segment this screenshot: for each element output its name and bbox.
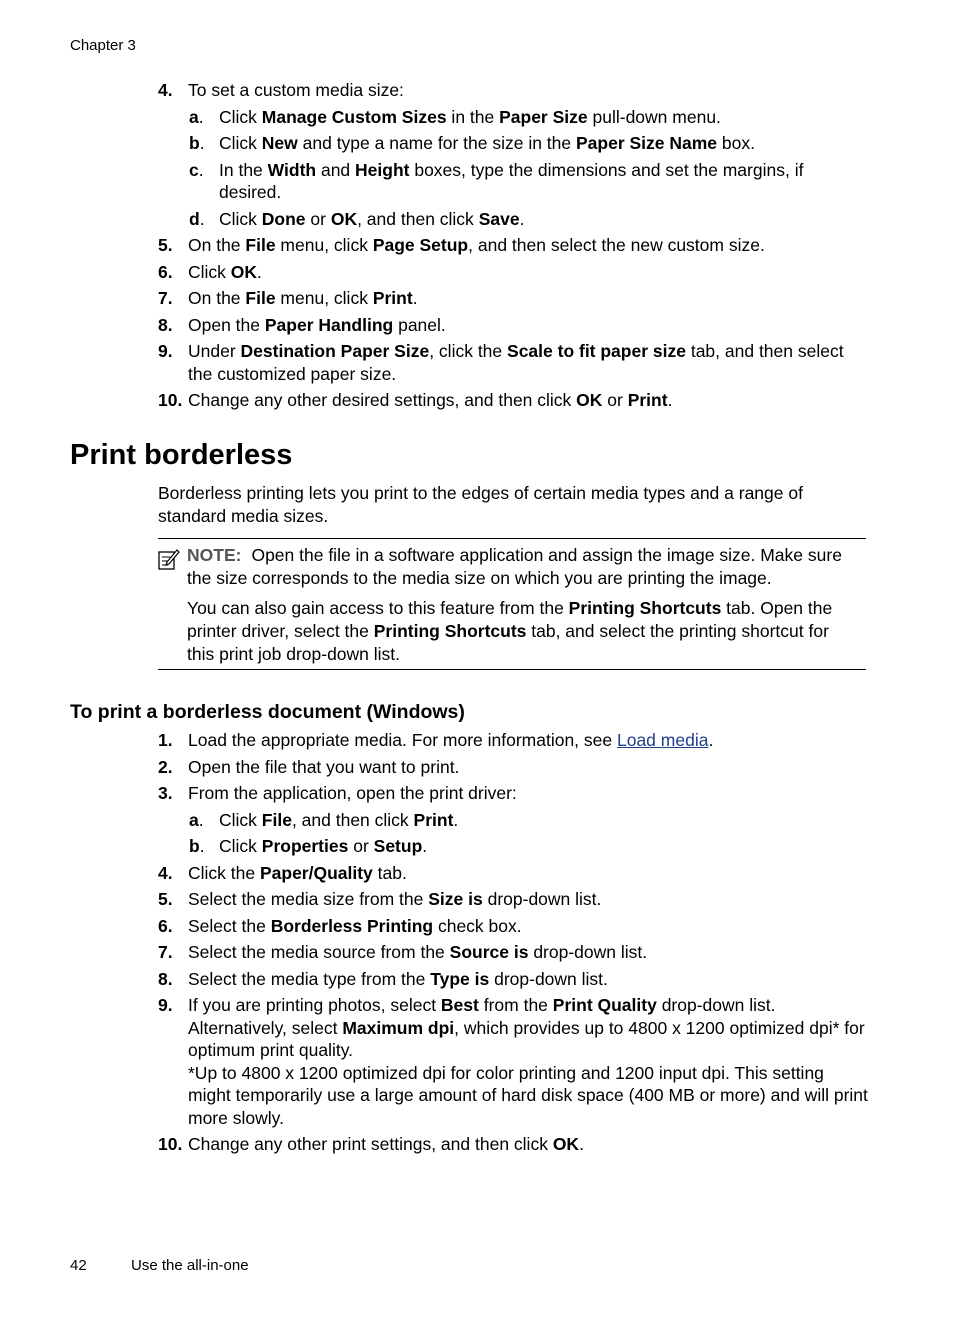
text-run: Click bbox=[219, 133, 262, 153]
text-run: tab, and then select the customized paper size. bbox=[188, 341, 844, 384]
text-run: Click the bbox=[188, 862, 260, 883]
text-run: pull-down menu. bbox=[587, 106, 721, 127]
substep-letter: d. bbox=[189, 208, 205, 229]
step-number: 8. bbox=[158, 968, 173, 989]
step-item bbox=[158, 1133, 868, 1156]
step-item bbox=[158, 79, 868, 102]
bold-term: Width bbox=[267, 159, 317, 180]
step-number: 5. bbox=[158, 889, 173, 909]
text-run: . bbox=[519, 208, 525, 229]
bold-term: Paper Handling bbox=[264, 314, 394, 335]
step-number: 10. bbox=[158, 390, 183, 410]
section-title: Print borderless bbox=[70, 439, 293, 471]
bold-term: Paper Size Name bbox=[576, 133, 718, 153]
text-run: drop-down list. bbox=[482, 889, 602, 909]
text-run: panel. bbox=[393, 314, 446, 335]
text-run: Select the media size from the bbox=[188, 889, 429, 909]
borderless-steps bbox=[158, 729, 868, 1160]
text-run: On the bbox=[188, 288, 246, 308]
text-run: Click bbox=[219, 809, 262, 830]
bold-term: Save bbox=[478, 208, 520, 229]
text-run: tab. bbox=[372, 862, 407, 883]
text-run: Click bbox=[219, 836, 262, 856]
subsection-title: To print a borderless document (Windows) bbox=[70, 701, 465, 723]
text-run: in the bbox=[446, 106, 500, 127]
text-run: drop-down list. bbox=[528, 942, 648, 962]
step-number: 4. bbox=[158, 80, 173, 100]
bold-term: Paper Size bbox=[499, 106, 588, 127]
substep-letter: b. bbox=[189, 133, 205, 153]
text-run: Click bbox=[219, 208, 262, 229]
text-run: Click bbox=[188, 261, 231, 282]
text-run: . bbox=[453, 809, 459, 830]
text-run: Change any other print settings, and then click bbox=[188, 1134, 553, 1154]
note-paragraph-1 bbox=[187, 544, 857, 590]
bold-term: File bbox=[261, 809, 292, 830]
text-run: Open the bbox=[188, 314, 265, 335]
note-text: Open the file in a software application and assign the image size. Make sure the size corresponds to the media size on which you are printing the image. bbox=[187, 545, 842, 588]
bold-term: Maximum dpi bbox=[342, 1017, 455, 1038]
text-run: . bbox=[708, 730, 714, 750]
custom-size-steps bbox=[158, 79, 868, 416]
substep-letter: b. bbox=[189, 836, 205, 856]
substep-item bbox=[158, 159, 868, 204]
bold-term: Manage Custom Sizes bbox=[261, 106, 447, 127]
text-run: and bbox=[316, 159, 356, 180]
step-number: 6. bbox=[158, 261, 173, 282]
text-run: menu, click bbox=[275, 235, 373, 255]
bold-term: File bbox=[245, 288, 276, 308]
page-footer bbox=[70, 1257, 249, 1274]
text-run: menu, click bbox=[275, 288, 373, 308]
text-run: boxes, type the dimensions and set the margins, if desired. bbox=[219, 159, 804, 202]
text-run: You can also gain access to this feature from the bbox=[187, 598, 569, 618]
substep-letter: a. bbox=[189, 106, 204, 127]
step-item bbox=[158, 261, 868, 284]
text-run: . bbox=[422, 836, 428, 856]
text-run: . bbox=[412, 288, 418, 308]
text-run: drop-down list. Alternatively, select bbox=[188, 995, 776, 1038]
bold-term: Borderless Printing bbox=[270, 915, 434, 936]
bold-term: OK bbox=[330, 208, 358, 229]
text-run: tab. Open the printer driver, select the bbox=[187, 598, 833, 641]
text-run: and type a name for the size in the bbox=[297, 133, 576, 153]
step-item bbox=[158, 314, 868, 337]
step-number: 4. bbox=[158, 862, 173, 883]
step-item bbox=[158, 234, 868, 257]
bold-term: Source is bbox=[449, 942, 529, 962]
step-number: 10. bbox=[158, 1134, 183, 1154]
text-run: To set a custom media size: bbox=[188, 80, 404, 100]
text-run: or bbox=[305, 208, 331, 229]
bold-term: Setup bbox=[373, 836, 423, 856]
bold-term: Print bbox=[372, 288, 413, 308]
step-item bbox=[158, 389, 868, 412]
bold-term: Print Quality bbox=[552, 995, 657, 1015]
text-run: tab, and select the printing shortcut for this print job drop-down list. bbox=[187, 621, 829, 664]
text-run: , and then click bbox=[291, 809, 414, 830]
section-intro: Borderless printing lets you print to the edges of certain media types and a range of standard media sizes. bbox=[158, 483, 803, 526]
bold-term: Printing Shortcuts bbox=[568, 598, 722, 618]
bold-term: File bbox=[245, 235, 276, 255]
text-run: Select the media source from the bbox=[188, 942, 450, 962]
bold-term: Properties bbox=[261, 836, 349, 856]
text-run: , click the bbox=[429, 341, 508, 361]
step-number: 7. bbox=[158, 288, 173, 308]
text-run: If you are printing photos, select bbox=[188, 995, 441, 1015]
step-number: 2. bbox=[158, 756, 173, 777]
text-run: or bbox=[348, 836, 374, 856]
bold-term: Height bbox=[355, 159, 410, 180]
step-number: 6. bbox=[158, 915, 173, 936]
step-item bbox=[158, 941, 868, 964]
step-number: 3. bbox=[158, 783, 173, 803]
bold-term: OK bbox=[576, 390, 603, 410]
note-box bbox=[158, 538, 866, 670]
text-run: Load the appropriate media. For more information, see bbox=[188, 730, 617, 750]
substep-letter: a. bbox=[189, 809, 204, 830]
note-paragraph-2 bbox=[187, 597, 857, 666]
step-number: 8. bbox=[158, 314, 173, 335]
text-run: . bbox=[667, 390, 673, 410]
bold-term: Page Setup bbox=[372, 235, 469, 255]
bold-term: Paper/Quality bbox=[259, 862, 373, 883]
text-run: Change any other desired settings, and then click bbox=[188, 390, 577, 410]
text-run: box. bbox=[717, 133, 755, 153]
note-label: NOTE: bbox=[187, 545, 242, 565]
bold-term: New bbox=[261, 133, 298, 153]
substep-item bbox=[158, 106, 868, 129]
step-item bbox=[158, 729, 868, 752]
bold-term: Destination Paper Size bbox=[240, 341, 430, 361]
substep-item bbox=[158, 809, 868, 832]
chapter-header: Chapter 3 bbox=[70, 37, 136, 54]
text-run: from the bbox=[478, 995, 553, 1015]
text-run: Under bbox=[188, 341, 241, 361]
load-media-link[interactable]: Load media bbox=[616, 730, 709, 750]
text-run: . bbox=[579, 1134, 584, 1154]
step-number: 9. bbox=[158, 341, 173, 361]
bold-term: Type is bbox=[430, 968, 490, 989]
text-run: , which provides up to 4800 x 1200 optimized dpi* for optimum print quality. bbox=[188, 1017, 865, 1060]
text-run: drop-down list. bbox=[489, 968, 608, 989]
text-run: , and then click bbox=[357, 208, 479, 229]
step-item bbox=[158, 968, 868, 991]
bold-term: Best bbox=[440, 995, 479, 1015]
text-run: Click bbox=[219, 106, 262, 127]
substep-item bbox=[158, 208, 868, 231]
step-number: 5. bbox=[158, 235, 173, 255]
page-number: 42 bbox=[70, 1257, 87, 1274]
bold-term: Print bbox=[413, 809, 454, 830]
bold-term: Size is bbox=[428, 889, 483, 909]
step-number: 9. bbox=[158, 995, 173, 1015]
note-pencil-icon bbox=[158, 547, 180, 571]
step-item bbox=[158, 994, 868, 1129]
bold-term: Printing Shortcuts bbox=[373, 621, 527, 641]
text-run: Open the file that you want to print. bbox=[188, 756, 460, 777]
text-run: *Up to 4800 x 1200 optimized dpi for color printing and 1200 input dpi. This setting might temporarily use a large amount of hard disk space (400 MB or more) and will print more slowly. bbox=[188, 1062, 868, 1128]
text-run: From the application, open the print driver: bbox=[188, 783, 517, 803]
text-run: , and then select the new custom size. bbox=[468, 235, 765, 255]
step-item bbox=[158, 756, 868, 779]
bold-term: Print bbox=[627, 390, 668, 410]
text-run: Select the media type from the bbox=[188, 968, 431, 989]
step-item bbox=[158, 862, 868, 885]
footer-title: Use the all-in-one bbox=[131, 1257, 249, 1274]
bold-term: Done bbox=[261, 208, 306, 229]
text-run: . bbox=[257, 261, 262, 282]
step-item bbox=[158, 340, 868, 385]
step-item bbox=[158, 915, 868, 938]
text-run: Select the bbox=[188, 915, 271, 936]
step-number: 7. bbox=[158, 942, 173, 962]
step-item bbox=[158, 888, 868, 911]
text-run: check box. bbox=[433, 915, 522, 936]
substep-letter: c. bbox=[189, 159, 204, 180]
bold-term: OK bbox=[230, 261, 258, 282]
step-number: 1. bbox=[158, 730, 173, 750]
substep-item bbox=[158, 132, 868, 155]
text-run: In the bbox=[219, 159, 268, 180]
bold-term: Scale to fit paper size bbox=[507, 341, 686, 361]
step-item bbox=[158, 782, 868, 805]
bold-term: OK bbox=[552, 1134, 580, 1154]
text-run: On the bbox=[188, 235, 246, 255]
text-run: or bbox=[602, 390, 628, 410]
step-item bbox=[158, 287, 868, 310]
substep-item bbox=[158, 835, 868, 858]
